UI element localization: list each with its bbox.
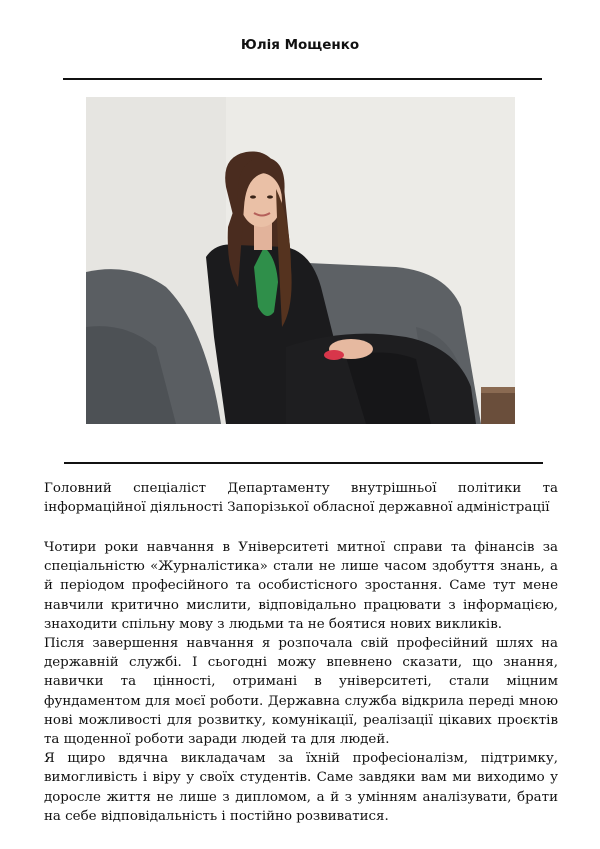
middle-divider	[64, 462, 543, 464]
testimonial-body	[44, 538, 558, 826]
person-name-heading: Юлія Мощенко	[240, 37, 360, 53]
portrait-photo	[86, 97, 515, 424]
paragraph-1: Чотири роки навчання в Університеті митної справи та фінансів за спеціальністю «Журналістика» стали не лише часом здобуття знань, а й періодом професійного та особистісного зростання. Саме тут мене навчили критично мислити, відповідально працювати з інформацією, знаходити спільну мову з людьми та не боятися нових викликів.	[44, 540, 558, 632]
paragraph-3: Я щиро вдячна викладачам за їхній професіоналізм, підтримку, вимогливість і віру у своїх студентів. Саме завдяки вам ми виходимо у доросле життя не лише з дипломом, а й з умінням аналізувати, брати на себе відповідальність і постійно розвиватися.	[44, 751, 558, 824]
paragraph-2: Після завершення навчання я розпочала свій професійний шлях на державній службі. І сьогодні можу впевнено сказати, що знання, навички та цінності, отримані в університеті, стали міцним фундаментом для моєї роботи. Державна служба відкрила переді мною нові можливості для розвитку, комунікації, реалізації цікавих проєктів та щоденної роботи заради людей та для людей.	[44, 636, 558, 748]
top-divider	[63, 78, 542, 80]
position-title: Головний спеціаліст Департаменту внутрішньої політики та інформаційної діяльності Запорізької обласної державної адміністрації	[44, 481, 558, 515]
